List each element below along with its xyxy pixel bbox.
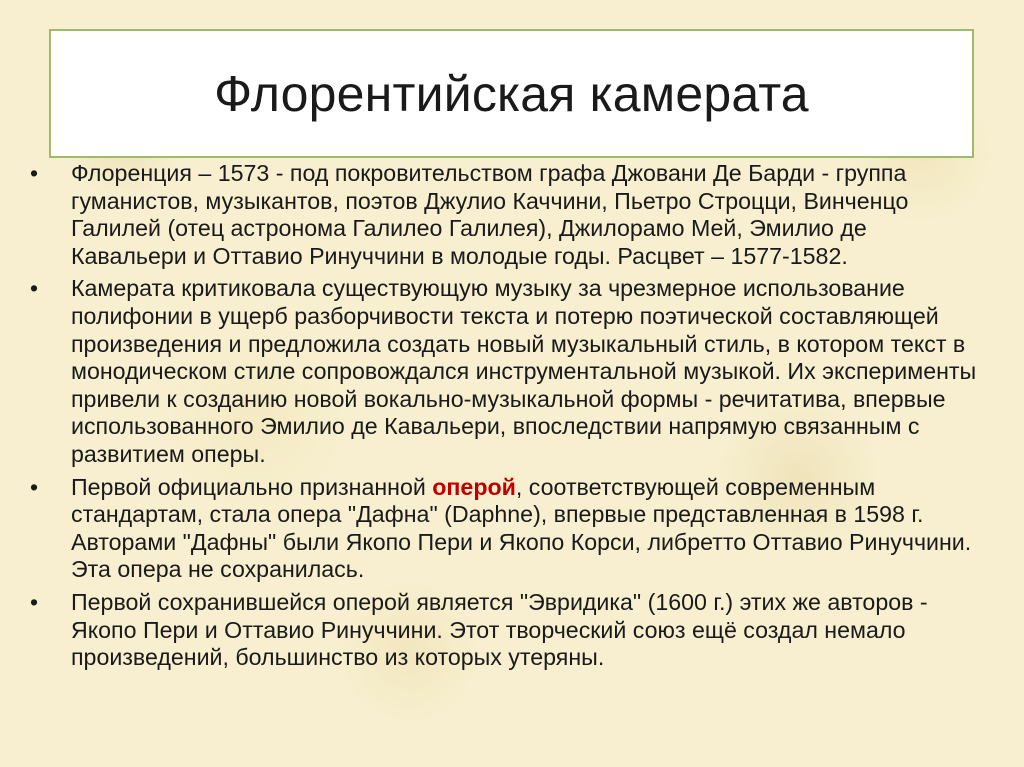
bullet-item xyxy=(28,275,988,468)
bullet-list xyxy=(28,160,988,677)
bullet-dot-icon: • xyxy=(30,588,39,615)
bullet-text: Флоренция – 1573 - под покровительством графа Джовани Де Барди - группа гуманистов, музыкантов, поэтов Джулио Каччини, Пьетро Строцци, Винченцо Галилей (отец астронома Галилео Галилея), Джилорамо Мей, Эмилио де Кавальери и Оттавио Ринуччини в молодые годы. Расцвет – 1577-1582. xyxy=(71,160,909,269)
bullet-item xyxy=(28,474,988,584)
bullet-text-before: Первой официально признанной xyxy=(71,473,433,500)
bullet-dot-icon: • xyxy=(30,160,39,186)
bullet-dot-icon: • xyxy=(30,275,39,302)
bullet-dot-icon: • xyxy=(30,473,39,500)
bullet-item xyxy=(28,589,988,672)
bullet-text-after: , соответствующей современным стандартам, стала опера "Дафна" (Daphne), впервые представленная в 1598 г. Авторами "Дафны" были Якопо Пери и Якопо Корси, либретто Оттавио Ринуччини. Эта опера не сохранилась. xyxy=(71,473,972,583)
bullet-item xyxy=(28,160,988,270)
highlighted-word: оперой xyxy=(432,473,516,500)
bullet-text: Камерата критиковала существующую музыку за чрезмерное использование полифонии в ущерб разборчивости текста и потерю поэтической составляющей произведения и предложила создать новый музыкальный стиль, в котором текст в монодическом стиле сопровождался инструментальной музыкой. Их эксперименты привели к созданию новой вокально-музыкальной формы - речитатива, впервые использованного Эмилио де Кавальери, впоследствии напрямую связанным с развитием оперы. xyxy=(71,275,977,467)
title-box xyxy=(49,29,974,158)
bullet-text: Первой сохранившейся оперой является "Эвридика" (1600 г.) этих же авторов - Якопо Пери и Оттавио Ринуччини. Этот творческий союз ещё создал немало произведений, большинство из которых утеряны. xyxy=(71,588,928,671)
slide-title: Флорентийская камерата xyxy=(214,65,809,122)
